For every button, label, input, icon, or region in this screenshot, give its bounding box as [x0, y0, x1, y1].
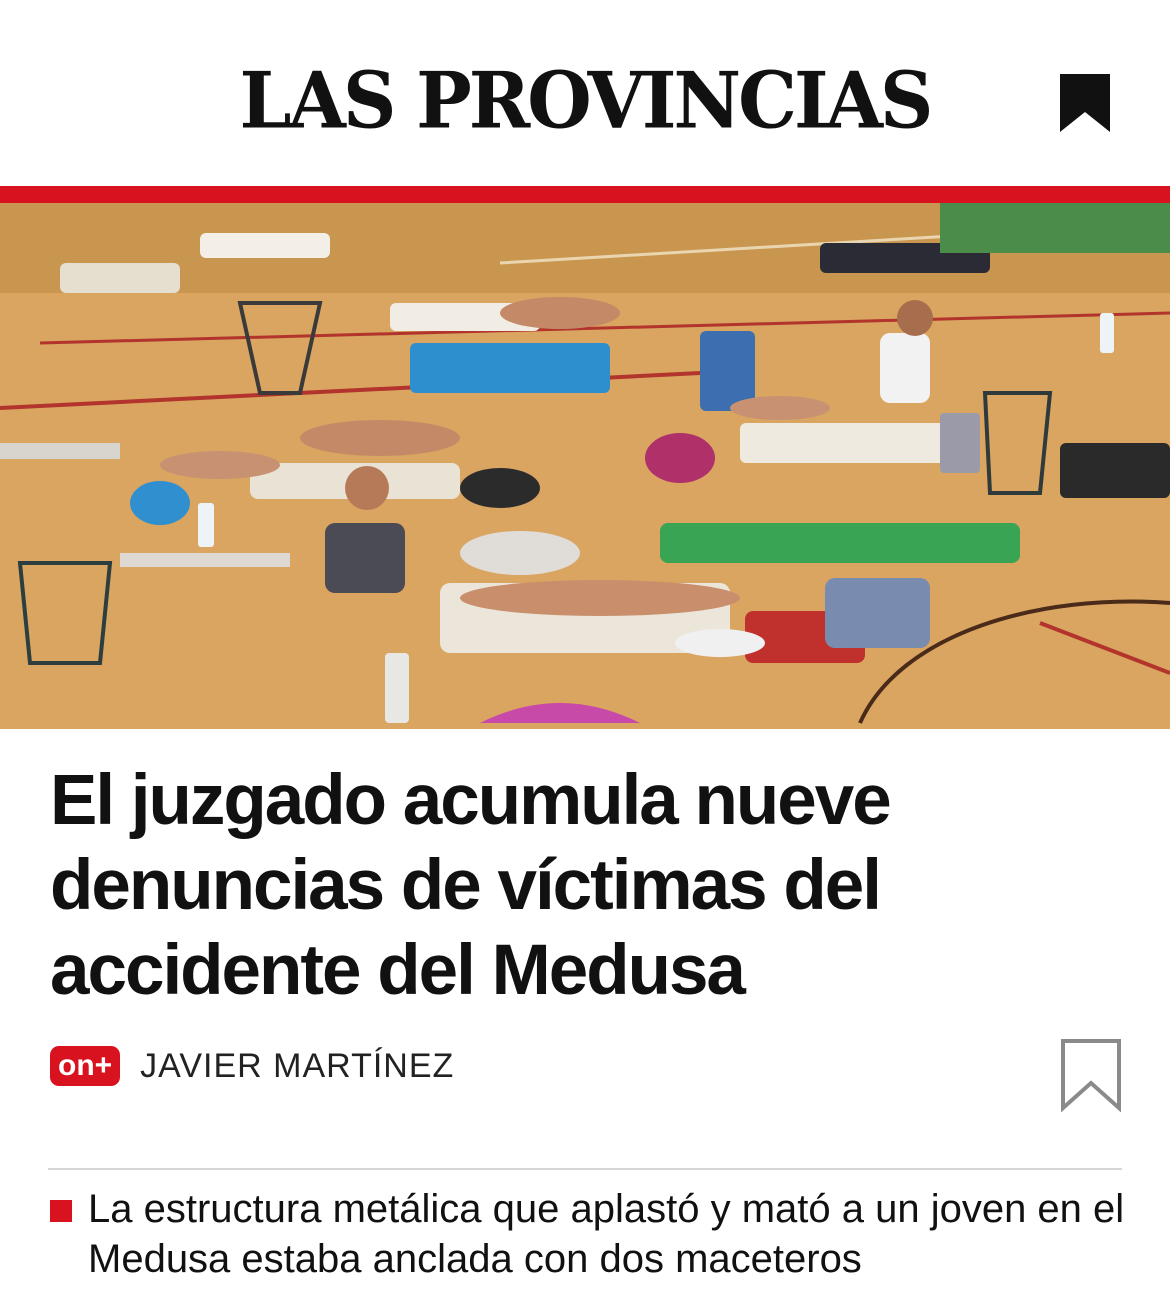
author-name[interactable]: JAVIER MARTÍNEZ [140, 1046, 455, 1085]
top-header [0, 0, 1170, 186]
premium-badge: on+ [50, 1046, 120, 1086]
section-accent-bar [0, 186, 1170, 203]
article-photo[interactable] [0, 203, 1170, 729]
divider [48, 1168, 1122, 1170]
bookmark-outline-icon[interactable] [1060, 1038, 1122, 1112]
bookmark-filled-icon[interactable] [1058, 72, 1112, 134]
bullet-square-icon [50, 1200, 72, 1222]
related-article-title[interactable]: La estructura metálica que aplastó y mató a un joven en el Medusa estaba anclada con dos maceteros [88, 1187, 1125, 1281]
byline [50, 1044, 454, 1088]
article-headline[interactable]: El juzgado acumula nueve denuncias de víctimas del accidente del Medusa [50, 761, 890, 1010]
site-logo[interactable]: LAS PROVINCIAS [239, 55, 931, 147]
